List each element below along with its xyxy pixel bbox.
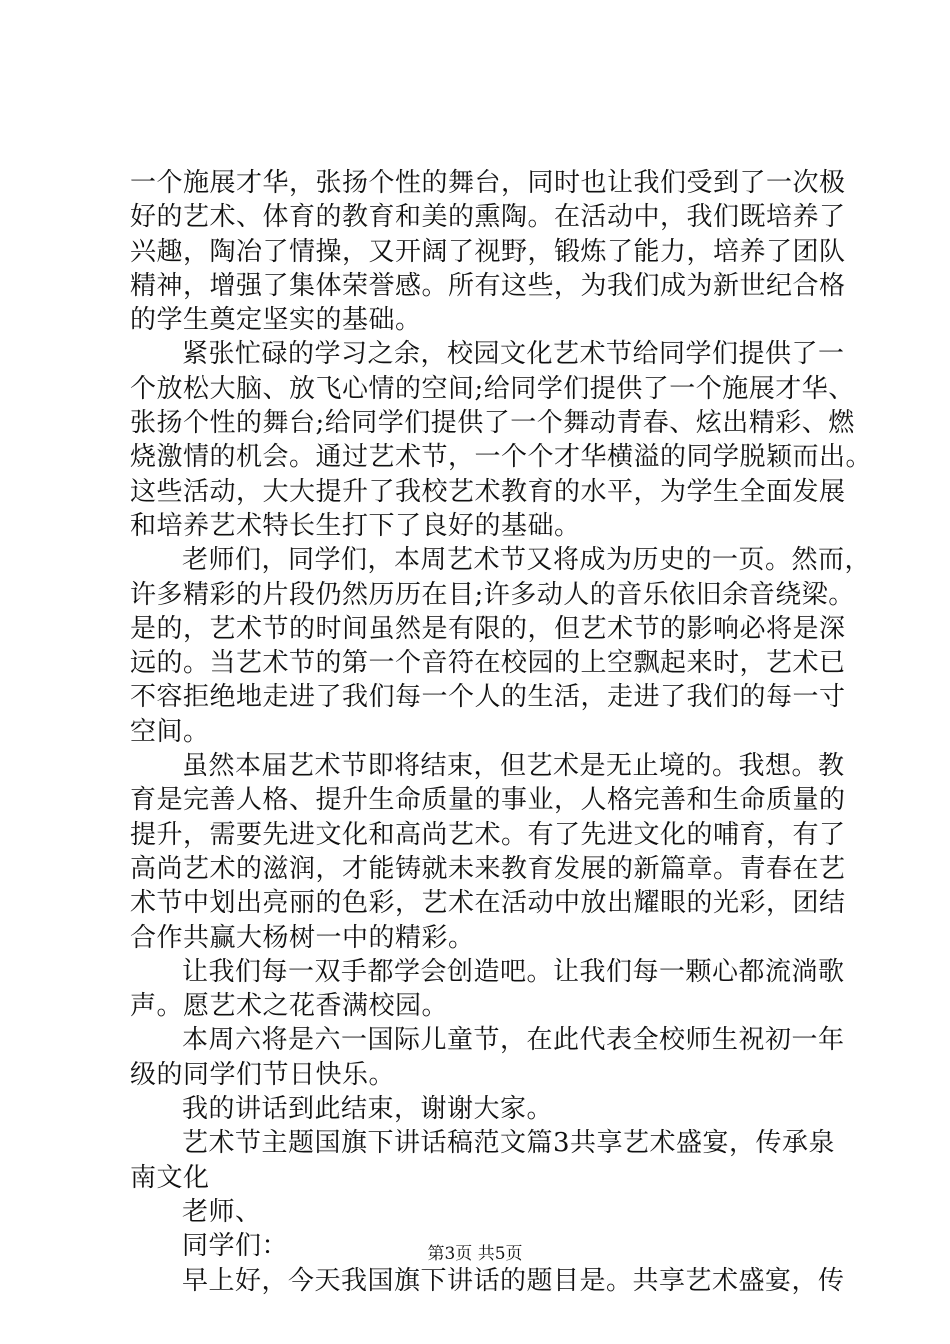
text-line: 个放松大脑、放飞心情的空间;给同学们提供了一个施展才华、 [130,373,855,404]
text-line: 早上好，今天我国旗下讲话的题目是。共享艺术盛宴，传 [182,1265,845,1296]
text-line: 让我们每一双手都学会创造吧。让我们每一颗心都流淌歌 [182,956,845,987]
text-line: 同学们： [182,1231,289,1262]
text-line: 空间。 [130,716,210,747]
text-line: 老师、 [182,1196,262,1227]
text-line: 许多精彩的片段仍然历历在目;许多动人的音乐依旧余音绕梁。 [130,579,855,610]
text-line: 不容拒绝地走进了我们每一个人的生活，走进了我们的每一寸 [130,682,846,713]
page-footer: 第3页 共5页 [427,1244,523,1264]
text-line: 是的，艺术节的时间虽然是有限的，但艺术节的影响必将是深 [130,613,846,644]
text-line: 合作共赢大杨树一中的精彩。 [130,922,475,953]
text-line: 虽然本届艺术节即将结束，但艺术是无止境的。我想。教 [182,751,845,782]
text-line: 本周六将是六一国际儿童节，在此代表全校师生祝初一年 [182,1025,845,1056]
text-line: 艺术节主题国旗下讲话稿范文篇3共享艺术盛宴，传承泉 [182,1128,836,1159]
text-line: 紧张忙碌的学习之余，校园文化艺术节给同学们提供了一 [182,339,845,370]
text-line: 兴趣，陶冶了情操，又开阔了视野，锻炼了能力，培养了团队 [130,236,846,267]
text-line: 提升，需要先进文化和高尚艺术。有了先进文化的哺育，有了 [130,819,846,850]
text-line: 精神，增强了集体荣誉感。所有这些，为我们成为新世纪合格 [130,270,846,301]
document-body [130,166,873,1298]
text-line: 声。愿艺术之花香满校园。 [130,991,449,1022]
text-line: 育是完善人格、提升生命质量的事业，人格完善和生命质量的 [130,785,846,816]
text-line: 级的同学们节日快乐。 [130,1059,396,1090]
text-line: 一个施展才华，张扬个性的舞台，同时也让我们受到了一次极 [130,168,846,198]
text-line: 好的艺术、体育的教育和美的熏陶。在活动中，我们既培养了 [130,202,846,233]
text-line: 术节中划出亮丽的色彩，艺术在活动中放出耀眼的光彩，团结 [130,888,846,919]
text-line: 烧激情的机会。通过艺术节，一个个才华横溢的同学脱颖而出。 [130,442,873,473]
text-line: 老师们，同学们，本周艺术节又将成为历史的一页。然而， [182,545,872,576]
text-line: 和培养艺术特长生打下了良好的基础。 [130,510,581,541]
text-line: 高尚艺术的滋润，才能铸就未来教育发展的新篇章。青春在艺 [130,853,846,884]
text-line: 我的讲话到此结束，谢谢大家。 [182,1094,554,1125]
text-line: 远的。当艺术节的第一个音符在校园的上空飘起来时，艺术已 [130,648,846,679]
text-line: 的学生奠定坚实的基础。 [130,305,422,336]
text-line: 张扬个性的舞台;给同学们提供了一个舞动青春、炫出精彩、燃 [130,408,855,439]
text-line: 这些活动，大大提升了我校艺术教育的水平，为学生全面发展 [130,476,846,507]
text-line: 南文化 [130,1162,210,1193]
